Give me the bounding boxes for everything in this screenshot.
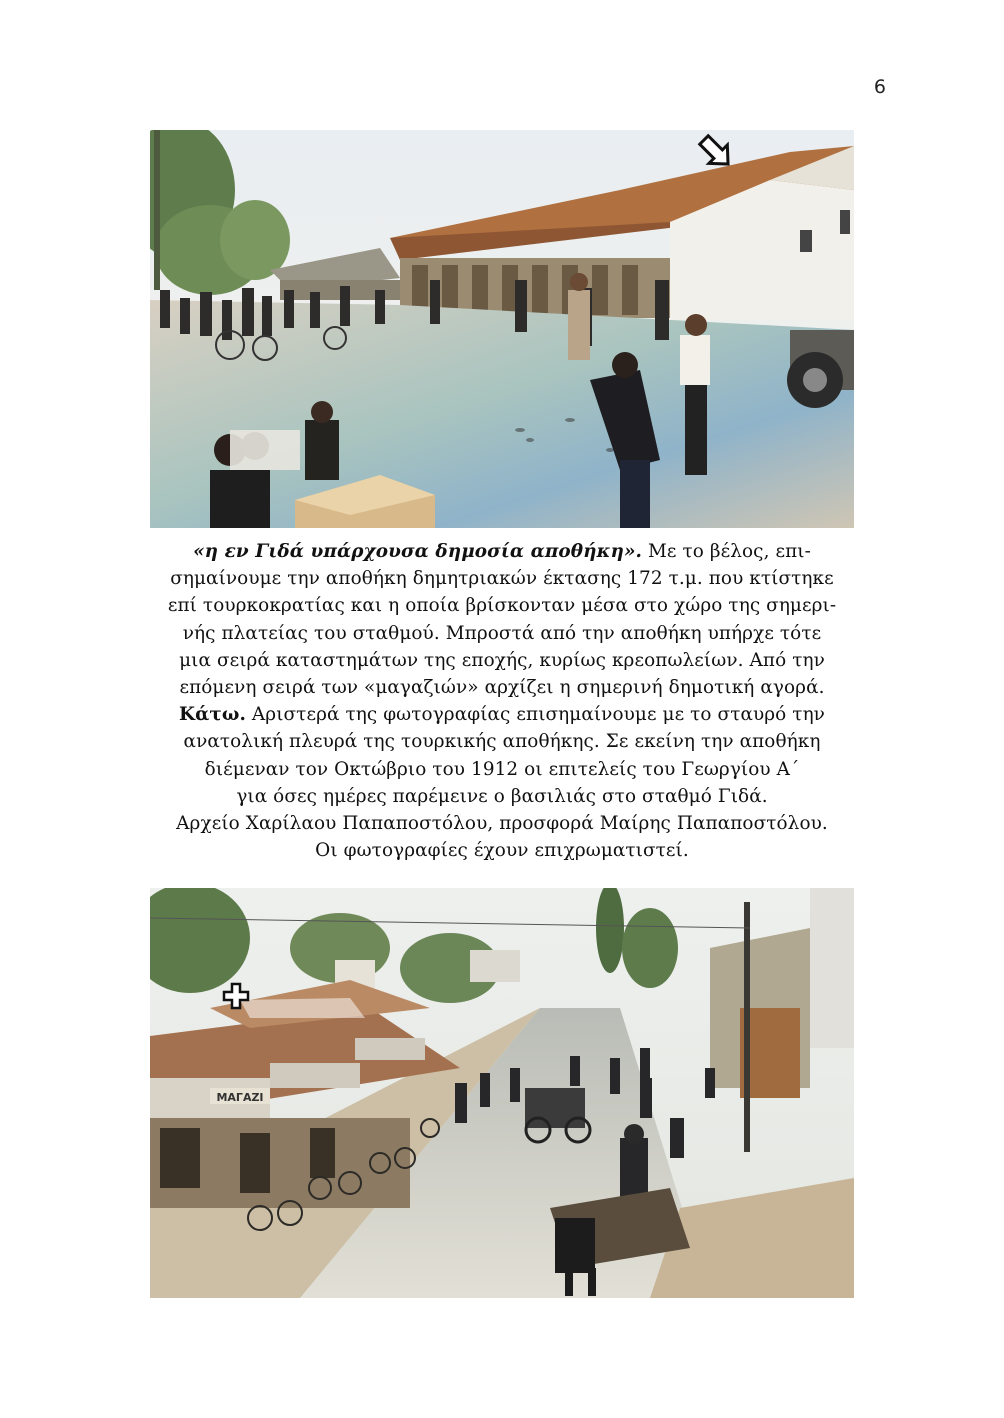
caption-line-9: διέμεναν τον Οκτώβριο του 1912 οι επιτελείς του Γεωργίου Α΄: [204, 758, 800, 780]
photo-warehouse-market: [150, 130, 854, 528]
caption-line-10: για όσες ημέρες παρέμεινε ο βασιλιάς στο σταθμό Γιδά.: [236, 785, 768, 807]
caption-line-6: επόμενη σειρά των «μαγαζιών» αρχίζει η σημερινή δημοτική αγορά.: [179, 677, 825, 699]
caption-line-5: μια σειρά καταστημάτων της εποχής, κυρίως κρεοπωλείων. Από την: [179, 649, 825, 671]
caption-line-12: Οι φωτογραφίες έχουν επιχρωματιστεί.: [315, 840, 689, 862]
caption-line-3: επί τουρκοκρατίας και η οποία βρίσκονταν μέσα στο χώρο της σημερι-: [167, 595, 837, 617]
caption-line-8: ανατολική πλευρά της τουρκικής αποθήκης. Σε εκείνη την αποθήκη: [183, 731, 821, 753]
caption-line-7: Κάτω. Αριστερά της φωτογραφίας επισημαίνουμε με το σταυρό την: [179, 704, 825, 726]
caption-below-label: Κάτω.: [179, 704, 246, 726]
shop-sign: ΜΑΓΑΖΙ: [216, 1091, 264, 1104]
caption-line-2: σημαίνουμε την αποθήκη δημητριακών έκτασης 172 τ.μ. που κτίστηκε: [170, 568, 834, 590]
photo-main-street: [150, 888, 854, 1298]
caption-title: «η εν Γιδά υπάρχουσα δημοσία αποθήκη».: [193, 541, 643, 562]
photo-caption: [110, 538, 894, 864]
caption-line-11: Αρχείο Χαρίλαου Παπαποστόλου, προσφορά Μαίρης Παπαποστόλου.: [176, 813, 828, 835]
caption-line-4: νής πλατείας του σταθμού. Μπροστά από την αποθήκη υπήρχε τότε: [182, 622, 822, 644]
caption-line-1: «η εν Γιδά υπάρχουσα δημοσία αποθήκη». Με το βέλος, επι-: [193, 541, 811, 562]
page-number: 6: [873, 76, 886, 98]
